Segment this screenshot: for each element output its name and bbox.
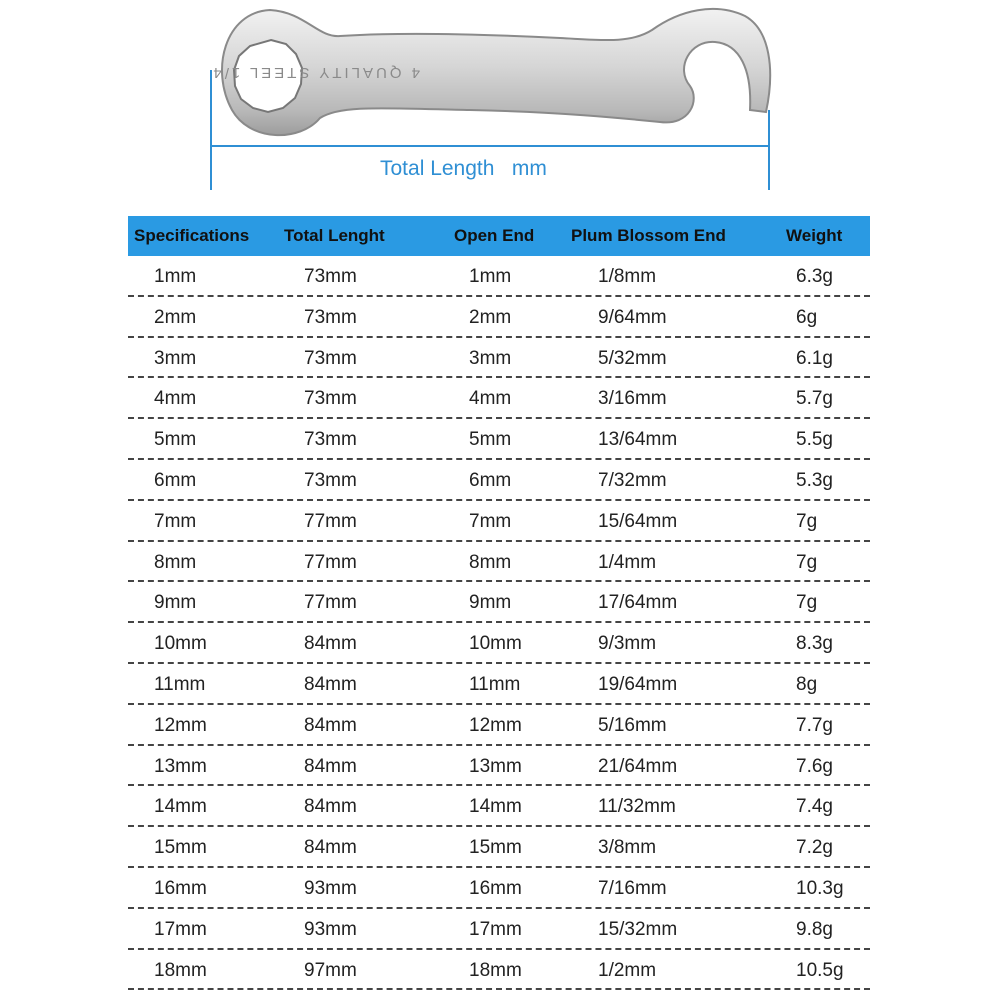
table-cell: 10mm xyxy=(154,633,207,655)
table-cell: 17mm xyxy=(154,918,207,940)
table-cell: 7.7g xyxy=(796,714,833,736)
table-cell: 11/32mm xyxy=(598,796,676,818)
table-cell: 10.5g xyxy=(796,959,844,981)
table-cell: 14mm xyxy=(469,796,522,818)
table-cell: 84mm xyxy=(304,755,357,777)
table-row xyxy=(128,419,870,460)
table-cell: 19/64mm xyxy=(598,673,678,695)
table-cell: 77mm xyxy=(304,592,357,614)
table-cell: 6.3g xyxy=(796,266,833,287)
table-row xyxy=(128,950,870,991)
table-row xyxy=(128,378,870,419)
table-cell: 6g xyxy=(796,306,818,328)
table-cell: 3mm xyxy=(469,347,512,369)
table-row xyxy=(128,256,870,297)
table-cell: 7.6g xyxy=(796,755,833,777)
table-cell: 73mm xyxy=(304,306,357,328)
header-plum-blossom-end: Plum Blossom End xyxy=(571,226,726,245)
table-cell: 15mm xyxy=(154,837,207,859)
table-cell: 7/16mm xyxy=(598,877,667,899)
table-cell: 12mm xyxy=(469,714,522,736)
table-cell: 9/3mm xyxy=(598,633,657,655)
table-cell: 73mm xyxy=(304,347,357,369)
table-cell: 16mm xyxy=(154,877,207,899)
table-cell: 7mm xyxy=(154,510,197,532)
table-cell: 7.2g xyxy=(796,837,833,859)
table-cell: 6mm xyxy=(469,469,512,491)
table-cell: 7/32mm xyxy=(598,469,667,491)
table-cell: 14mm xyxy=(154,796,207,818)
table-cell: 97mm xyxy=(304,959,357,981)
table-row xyxy=(128,664,870,705)
table-cell: 84mm xyxy=(304,796,357,818)
table-cell: 10mm xyxy=(469,633,522,655)
table-cell: 18mm xyxy=(469,959,522,981)
table-cell: 11mm xyxy=(154,673,206,695)
table-row xyxy=(128,827,870,868)
table-cell: 15/64mm xyxy=(598,510,678,532)
table-cell: 5/16mm xyxy=(598,714,667,736)
table-cell: 7g xyxy=(796,551,818,573)
table-cell: 84mm xyxy=(304,714,357,736)
table-cell: 16mm xyxy=(469,877,522,899)
table-cell: 3/8mm xyxy=(598,837,657,859)
table-cell: 7g xyxy=(796,510,818,532)
table-cell: 84mm xyxy=(304,837,357,859)
total-length-label: Total Length mm xyxy=(380,157,547,180)
table-cell: 9.8g xyxy=(796,918,833,940)
table-row xyxy=(128,460,870,501)
table-cell: 2mm xyxy=(469,306,512,328)
table-cell: 3mm xyxy=(154,347,197,369)
table-cell: 5mm xyxy=(469,429,512,451)
table-cell: 13mm xyxy=(154,755,207,777)
table-cell: 77mm xyxy=(304,551,357,573)
table-cell: 7.4g xyxy=(796,796,833,818)
table-row xyxy=(128,582,870,623)
table-cell: 21/64mm xyxy=(598,755,678,777)
table-row xyxy=(128,909,870,950)
table-cell: 2mm xyxy=(154,306,197,328)
table-cell: 5.7g xyxy=(796,388,833,410)
table-cell: 5mm xyxy=(154,429,197,451)
table-row xyxy=(128,746,870,787)
header-open-end: Open End xyxy=(454,226,535,245)
table-cell: 9/64mm xyxy=(598,306,667,328)
table-cell: 17/64mm xyxy=(598,592,678,614)
table-cell: 6mm xyxy=(154,469,197,491)
table-cell: 77mm xyxy=(304,510,357,532)
table-cell: 7mm xyxy=(469,510,512,532)
table-cell: 9mm xyxy=(154,592,197,614)
table-cell: 4mm xyxy=(469,388,512,410)
table-cell: 73mm xyxy=(304,388,357,410)
table-cell: 12mm xyxy=(154,714,207,736)
table-cell: 8mm xyxy=(469,551,512,573)
table-cell: 8g xyxy=(796,673,818,695)
table-cell: 84mm xyxy=(304,673,357,695)
specification-table xyxy=(128,216,870,990)
table-row xyxy=(128,542,870,583)
table-cell: 84mm xyxy=(304,633,357,655)
table-cell: 7g xyxy=(796,592,818,614)
table-cell: 8.3g xyxy=(796,633,833,655)
table-row xyxy=(128,623,870,664)
table-cell: 13/64mm xyxy=(598,429,678,451)
table-cell: 5.3g xyxy=(796,469,833,491)
table-cell: 93mm xyxy=(304,918,357,940)
table-cell: 17mm xyxy=(469,918,522,940)
table-cell: 13mm xyxy=(469,755,522,777)
table-body xyxy=(128,256,870,990)
table-cell: 1/8mm xyxy=(598,266,657,287)
header-weight: Weight xyxy=(786,226,843,245)
header-specifications: Specifications xyxy=(134,226,250,245)
table-cell: 6.1g xyxy=(796,347,833,369)
table-cell: 18mm xyxy=(154,959,207,981)
table-cell: 11mm xyxy=(469,673,521,695)
table-cell: 1mm xyxy=(154,266,197,287)
table-row xyxy=(128,868,870,909)
table-cell: 10.3g xyxy=(796,877,844,899)
table-cell: 4mm xyxy=(154,388,197,410)
table-cell: 73mm xyxy=(304,266,357,287)
table-cell: 93mm xyxy=(304,877,357,899)
table-cell: 1/2mm xyxy=(598,959,657,981)
table-cell: 15mm xyxy=(469,837,522,859)
table-cell: 5.5g xyxy=(796,429,833,451)
table-cell: 1/4mm xyxy=(598,551,657,573)
table-header xyxy=(128,216,870,256)
table-row xyxy=(128,338,870,379)
header-total-length: Total Lenght xyxy=(284,226,385,245)
table-row xyxy=(128,297,870,338)
table-row xyxy=(128,501,870,542)
table-row xyxy=(128,705,870,746)
table-cell: 5/32mm xyxy=(598,347,667,369)
table-cell: 8mm xyxy=(154,551,197,573)
table-row xyxy=(128,786,870,827)
table-cell: 73mm xyxy=(304,429,357,451)
table-cell: 3/16mm xyxy=(598,388,667,410)
table-cell: 1mm xyxy=(469,266,512,287)
table-cell: 9mm xyxy=(469,592,512,614)
table-cell: 73mm xyxy=(304,469,357,491)
engraving-text: 4 QUALITY STEEL 1/4 xyxy=(210,64,420,81)
table-cell: 15/32mm xyxy=(598,918,678,940)
